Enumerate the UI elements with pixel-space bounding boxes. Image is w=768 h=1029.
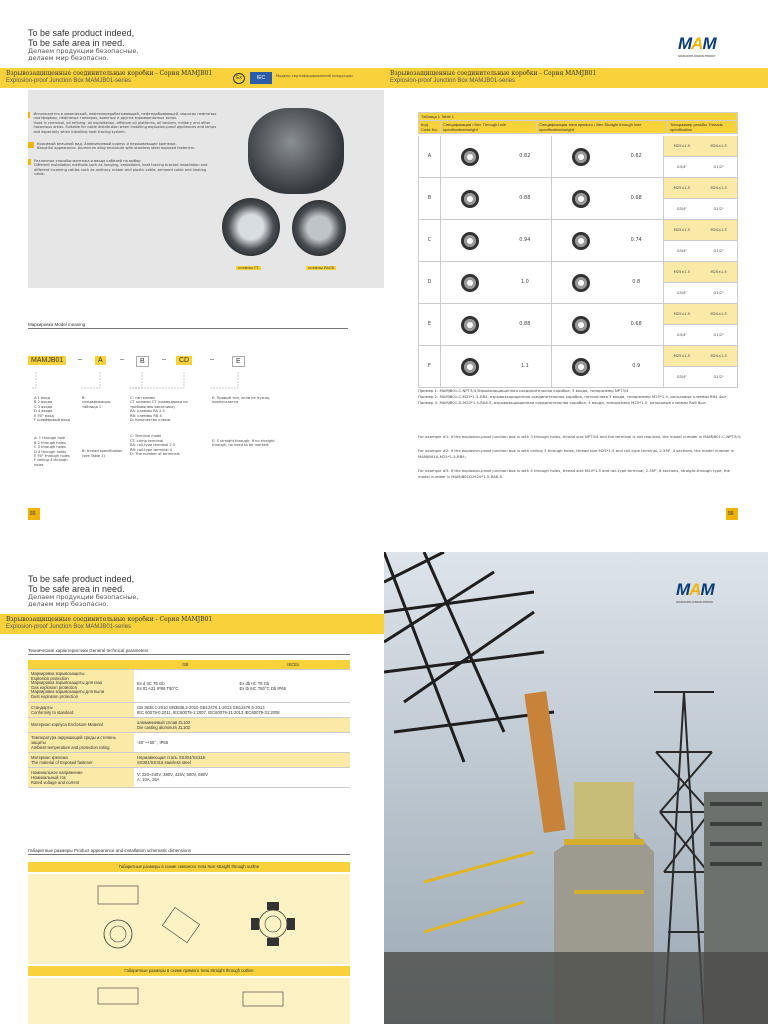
- examples-en: For example #1: If the explosion-proof junction box is with 3 through holes, thread size NPT3/4 and the terminal is not required, the model number is MAMJB01-C-NPT3/4; For example #2: If the explosion-proof junction box is with ceiling 3 through holes, thread size M25*1.5 and rail-type terminal, 2.5M², 4 sections, the model number is MAMJB01A-M25*1.5-RB4; For example #3: If the explosion-proof junction box is with 4 through holes, thread size M20*1.5 and rail-type terminal, 2.5M², 6 sections, straight-through type, the model number is MAMJB01D-M20*1.5-RA6-S.: [418, 434, 742, 479]
- table-row: D 1.0 0.8 M25×1.5 M20×1.5 G3/4" G1/2": [418, 262, 738, 304]
- straight-box-icon: [572, 316, 590, 334]
- legend-col-4: E: Прямой тип, если не нужно, пропускается E: S straight through; If no straight through, no need to be marked.: [212, 396, 275, 448]
- table-row: A 0.82 0.62 M25×1.5 M20×1.5 G3/4" G1/2": [418, 136, 738, 178]
- through-hole-box-icon: [461, 274, 479, 292]
- caption-ragr: клеммы RAGR: [308, 266, 335, 270]
- table-row: F 1.1 0.9 M25×1.5 M20×1.5 G3/4" G1/2": [418, 346, 738, 388]
- params-header-row: GB IECEx: [28, 660, 350, 670]
- dims-title: Габаритные размеры Product appearance and installation schematic dimensions: [28, 848, 350, 855]
- page-55: [0, 0, 384, 530]
- through-hole-box-icon: [461, 190, 479, 208]
- ex-cert-icon: Ex: [233, 73, 245, 84]
- page-params: [0, 552, 384, 1024]
- legend-col-3: C: тип клемм CT клеммы CT (проводники по требованию заказчика) RA: клеммы RA 2.5 RB: клеммы RB 4 D: Количество клемм C: Terminal mode CT: crimp terminal RA: rail-type terminal 2.5 RB: rail-type terminal 4 D: The number of terminals: [130, 396, 188, 457]
- junction-box-image: [248, 108, 344, 194]
- model-meaning-title: Маркировка Model meaning: [28, 322, 348, 329]
- outline-drawing-icon: [28, 874, 350, 964]
- table-row: Стандарты Conformity to standard GB 3836.1-2010 GB3836.2-2010 GB12476.1-2013 GB12476.5-2013 IEC 60079-0:2011, IEC60079-1:2007, IEC60079-31:2013 IEC60079-31:2008: [28, 702, 350, 717]
- through-hole-box-icon: [461, 358, 479, 376]
- offshore-platform-photo: [384, 552, 768, 1024]
- table-row: E 0.88 0.68 M25×1.5 M20×1.5 G3/4" G1/2": [418, 304, 738, 346]
- model-code-base: MAMJB01: [28, 356, 66, 365]
- thread-spec-rows: [418, 136, 738, 388]
- terminal-image-ragr: [292, 200, 346, 256]
- through-hole-box-icon: [461, 148, 479, 166]
- check-icon: [28, 159, 31, 165]
- examples-ru: Пример 1: MAMJB01-C-NPT3/4,Взрывозащищенная соединительная коробка, 3 входа, типоразмер NPT3/4 Пример 2: MAMJB01-C-M25*1.5-RB4, взрывозащищенная соединительная коробка, потолочная 3 входа, типоразмер M25*1.5, рельсовые клеммы RB4 4шт. Пример 3: MAMJB01-D-M20*1.5-RA6-S, взрывозащищенная соединительная коробка, 4 входа, типоразмер M20*1.5, рельсовые клеммы RA6 6шт.: [418, 388, 729, 405]
- legend-col-1: A 1 вход B 2 входа C 3 входа D 4 входа E 90° вход F шлейфовый вход A: 1 through hole B 2 through holes C 3 through holes D 4 through holes E 90° through holes F ceiling 4 through holes: [34, 396, 70, 467]
- mam-logo: MAM MAM EXPLOSION PROOF: [676, 580, 714, 604]
- table-header-row: Код Code No. Спецификация / Вес Through hole specification/weight Спецификация типа прямого / Вес Straight through hole specification/weight Типоразмер резьбы Threads specification: [419, 121, 738, 134]
- model-code-a: A: [95, 356, 106, 365]
- tagline: To be safe product indeed, To be safe area in need. Делаем продукции безопасные, делаем мир безопасно.: [28, 574, 139, 608]
- table-row: Материал крепежа The material of Exposed fastener Нержавеющая сталь SS304/SS316 SS304/SS316 stainless steel: [28, 752, 350, 767]
- through-hole-box-icon: [461, 316, 479, 334]
- params-table: [28, 660, 350, 788]
- dims-band-1: Габаритные размеры в схеме сквозного типа Non-straight through outline: [28, 862, 350, 872]
- table-title-row: Таблица 1 Table 1: [419, 113, 738, 121]
- dims-drawing-2: [28, 978, 350, 1024]
- feature-item: Используется в химической, нефтеперерабатывающей, нефтедобывающей, морских нефтяных платформах, нефтяных танкерах, военных и других взрывоопасных зонах. Used in chemical, oil refining, oil exploitation, offshore oil platforms, oil tankers, military and other hazardous areas. Suitable for cable distribution when installing explosion-proof appliances and lamps and especially when installing heat tracing system.: [28, 112, 218, 134]
- cert-text: Модели сертифицированной продукции: [276, 74, 353, 78]
- feature-item: Красивый внешний вид. Алюминиевый корпус и нержавеющие крепежи. Beautiful appearance. Aluminum alloy enclosure with stainless steel exposed fasteners.: [28, 142, 218, 151]
- series-band: Взрывозащищенные соединительные коробки - Серия MAMJB01 Explosion-proof Junction Box MAMJB01-series: [0, 68, 384, 88]
- photo-page: [384, 552, 768, 1024]
- model-code-b: B: [136, 356, 149, 367]
- table-row: Материал корпуса Enclosure Material алюминиевый сплав ZL102 Die casting aluminum ZL102: [28, 717, 350, 732]
- thread-spec-table: [418, 112, 738, 134]
- table-row: Температура окружающей среды и степень защиты Ambient temperature and protection rating -40°~+55° , IP66: [28, 732, 350, 752]
- through-hole-box-icon: [461, 232, 479, 250]
- series-band: Взрывозащищенные соединительные коробки - Серия MAMJB01 Explosion-proof Junction Box MAMJB01-series: [384, 68, 768, 88]
- tagline: To be safe product indeed, To be safe area in need. Делаем продукции безопасные, делаем мир безопасно.: [28, 28, 139, 62]
- dash: –: [120, 356, 124, 363]
- dash: –: [210, 356, 214, 363]
- straight-box-icon: [572, 358, 590, 376]
- model-code-cd: CD: [176, 356, 192, 365]
- straight-box-icon: [572, 232, 590, 250]
- terminal-image-ct: [222, 198, 280, 256]
- table-row: B 0.88 0.68 M25×1.5 M20×1.5 G3/4" G1/2": [418, 178, 738, 220]
- dash: –: [162, 356, 166, 363]
- page-number: 56: [728, 511, 734, 517]
- check-icon: [28, 142, 34, 148]
- dash: –: [78, 356, 82, 363]
- legend-col-2: B: спецификация, таблица 1 B: thread specification (see Table 1): [82, 396, 123, 458]
- outline-drawing-icon: [28, 978, 350, 1024]
- table-row: Номинальное напряжение Номинальный ток Rated voltage and current V: 220~240V, 380V, 415V, 500V, 690V A: 10A, 16A: [28, 767, 350, 787]
- page-56: [384, 0, 768, 530]
- straight-box-icon: [572, 274, 590, 292]
- iec-cert-icon: IEC: [250, 72, 272, 84]
- check-icon: [28, 112, 30, 118]
- table-row: Маркировка взрывозащиты Explosion protection Маркировка взрывозащиты для газа Gas explosion protection Маркировка взрывозащиты для пыли Dust explosion protection Ex d IIC T6 Gb Ex tD A21 IP66 T80°C Ex db IIC T6 Gb Ex tb IIIC T80°C Db IP66: [28, 670, 350, 703]
- series-band: Взрывозащищенные соединительные коробки - Серия MAMJB01 Explosion-proof Junction Box MAMJB01-series: [0, 614, 384, 634]
- params-title: Технические характеристики General technical parameters: [28, 648, 350, 655]
- page-number: 55: [30, 511, 36, 517]
- caption-ct: клеммы CT: [238, 266, 259, 270]
- feature-item: Различные способы монтажа и ввода кабелей на выбор. Different installation methods such as hanging, embedded, heat tracing bracket installation and different incoming cables such as ordinary rubber and plastic cable, armored cable and heating cable.: [28, 159, 218, 177]
- feature-list: [28, 112, 218, 176]
- mam-logo: MAM MAM EXPLOSION PROOF: [678, 34, 716, 58]
- straight-box-icon: [572, 148, 590, 166]
- straight-box-icon: [572, 190, 590, 208]
- table-row: C 0.94 0.74 M25×1.5 M20×1.5 G3/4" G1/2": [418, 220, 738, 262]
- dims-band-2: Габаритные размеры в схеме прямого типа Straight through outline: [28, 966, 350, 976]
- dims-drawing-1: [28, 874, 350, 964]
- model-code-e: E: [232, 356, 245, 367]
